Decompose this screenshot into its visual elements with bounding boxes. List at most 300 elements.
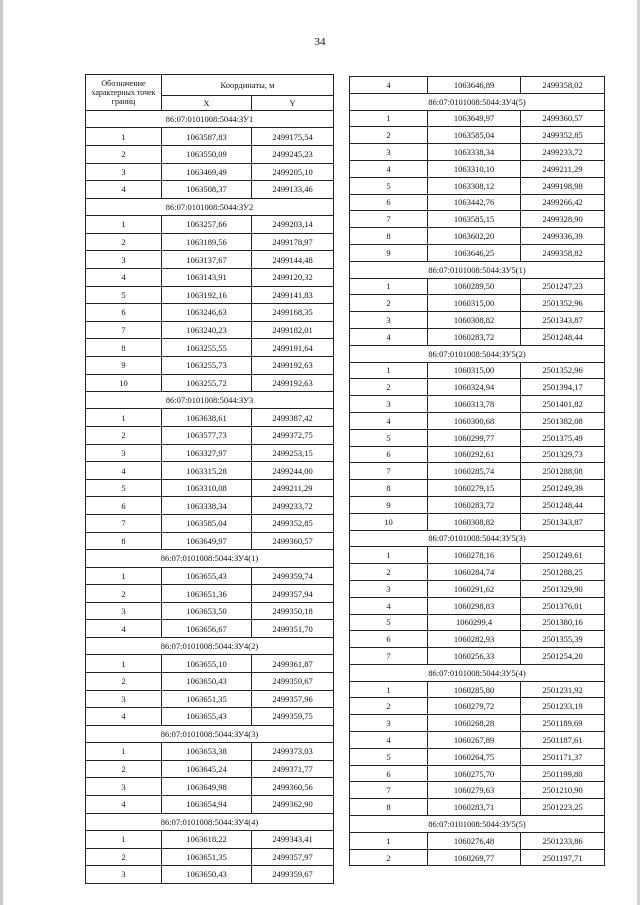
x-coordinate-cell: 1060278,16: [428, 547, 521, 564]
x-coordinate-cell: 1063315,28: [162, 462, 252, 480]
table-row: [350, 77, 605, 94]
table-row: [86, 479, 334, 497]
point-number-cell: 2: [350, 295, 428, 312]
x-coordinate-cell: 1060315,00: [428, 362, 521, 379]
x-coordinate-cell: 1060299,77: [428, 429, 521, 446]
point-number-cell: 7: [86, 321, 162, 339]
point-number-cell: 2: [350, 698, 428, 715]
y-coordinate-cell: 2501288,08: [521, 463, 605, 480]
point-number-cell: 7: [350, 211, 428, 228]
point-number-cell: 6: [350, 194, 428, 211]
point-number-cell: 8: [86, 532, 162, 550]
table-row: [86, 216, 334, 234]
table-row: [350, 564, 605, 581]
section-title: 86:07:0101008:5044:ЗУ4(1): [86, 550, 334, 567]
table-row: [350, 278, 605, 295]
y-coordinate-cell: 2501394,17: [521, 379, 605, 396]
y-coordinate-cell: 2499361,87: [252, 655, 334, 673]
section-title-row: [350, 530, 605, 547]
y-coordinate-cell: 2501254,20: [521, 648, 605, 665]
table-row: [86, 602, 334, 620]
y-coordinate-cell: 2499144,48: [252, 251, 334, 269]
point-number-cell: 3: [86, 690, 162, 708]
x-coordinate-cell: 1063645,24: [162, 760, 252, 778]
x-coordinate-cell: 1063585,04: [162, 515, 252, 533]
table-row: [350, 715, 605, 732]
table-header-row: [86, 75, 334, 96]
point-number-cell: 6: [350, 765, 428, 782]
table-row: [350, 547, 605, 564]
y-coordinate-cell: 2501343,87: [521, 513, 605, 530]
y-coordinate-cell: 2501352,96: [521, 295, 605, 312]
y-coordinate-cell: 2499357,94: [252, 585, 334, 603]
x-coordinate-cell: 1060285,80: [428, 681, 521, 698]
table-row: [350, 832, 605, 849]
point-number-cell: 2: [350, 379, 428, 396]
x-coordinate-cell: 1060283,71: [428, 799, 521, 816]
point-number-cell: 2: [86, 672, 162, 690]
y-coordinate-cell: 2501329,90: [521, 580, 605, 597]
section-title: 86:07:0101008:5044:ЗУ5(5): [350, 816, 605, 833]
point-number-cell: 8: [350, 799, 428, 816]
point-number-cell: 3: [86, 778, 162, 796]
x-coordinate-cell: 1063651,36: [162, 585, 252, 603]
point-number-cell: 4: [350, 732, 428, 749]
x-coordinate-cell: 1060279,72: [428, 698, 521, 715]
table-row: [86, 567, 334, 585]
y-coordinate-cell: 2499233,72: [252, 497, 334, 515]
table-row: [350, 496, 605, 513]
section-title-row: [350, 816, 605, 833]
x-coordinate-cell: 1060299,4: [428, 614, 521, 631]
x-coordinate-cell: 1060275,70: [428, 765, 521, 782]
point-number-cell: 5: [350, 614, 428, 631]
point-number-cell: 2: [350, 127, 428, 144]
y-coordinate-cell: 2499133,46: [252, 181, 334, 199]
point-number-cell: 3: [350, 396, 428, 413]
table-row: [86, 655, 334, 673]
table-row: [86, 339, 334, 357]
table-row: [350, 362, 605, 379]
x-coordinate-cell: 1063602,20: [428, 228, 521, 245]
table-row: [350, 748, 605, 765]
y-coordinate-cell: 2501376,01: [521, 597, 605, 614]
x-coordinate-cell: 1060292,61: [428, 446, 521, 463]
y-coordinate-cell: 2499373,03: [252, 743, 334, 761]
x-coordinate-cell: 1063650,43: [162, 672, 252, 690]
x-coordinate-cell: 1063577,73: [162, 427, 252, 445]
point-number-cell: 4: [86, 620, 162, 638]
point-number-cell: 9: [350, 244, 428, 261]
section-title: 86:07:0101008:5044:ЗУ3: [86, 392, 334, 409]
table-row: [350, 429, 605, 446]
point-number-cell: 9: [350, 496, 428, 513]
x-coordinate-cell: 1063646,25: [428, 244, 521, 261]
point-number-cell: 5: [86, 479, 162, 497]
y-coordinate-cell: 2499211,29: [252, 479, 334, 497]
y-coordinate-cell: 2501189,69: [521, 715, 605, 732]
section-title-row: [86, 550, 334, 567]
x-coordinate-cell: 1060268,28: [428, 715, 521, 732]
table-row: [350, 446, 605, 463]
y-coordinate-cell: 2501187,61: [521, 732, 605, 749]
table-row: [350, 211, 605, 228]
section-title-row: [350, 664, 605, 681]
x-coordinate-cell: 1063338,34: [428, 144, 521, 161]
section-title: 86:07:0101008:5044:ЗУ5(4): [350, 664, 605, 681]
x-coordinate-cell: 1060284,74: [428, 564, 521, 581]
y-coordinate-cell: 2499192,63: [252, 356, 334, 374]
y-coordinate-cell: 2499205,10: [252, 163, 334, 181]
y-coordinate-cell: 2499244,00: [252, 462, 334, 480]
x-coordinate-cell: 1063655,43: [162, 708, 252, 726]
table-row: [350, 597, 605, 614]
y-coordinate-cell: 2499245,23: [252, 145, 334, 163]
y-coordinate-cell: 2499358,02: [521, 77, 605, 94]
section-title: 86:07:0101008:5044:ЗУ5(3): [350, 530, 605, 547]
x-coordinate-cell: 1063585,15: [428, 211, 521, 228]
x-coordinate-cell: 1060308,82: [428, 513, 521, 530]
table-row: [350, 849, 605, 866]
table-row: [350, 463, 605, 480]
point-number-cell: 1: [86, 743, 162, 761]
x-coordinate-cell: 1063654,94: [162, 795, 252, 813]
table-row: [86, 145, 334, 163]
x-coordinate-cell: 1063587,83: [162, 128, 252, 146]
x-coordinate-cell: 1063656,67: [162, 620, 252, 638]
table-row: [86, 795, 334, 813]
y-coordinate-cell: 2501355,39: [521, 631, 605, 648]
table-row: [350, 295, 605, 312]
section-title: 86:07:0101008:5044:ЗУ5(2): [350, 345, 605, 362]
table-row: [350, 194, 605, 211]
x-coordinate-cell: 1060269,77: [428, 849, 521, 866]
point-number-cell: 4: [350, 77, 428, 94]
x-coordinate-cell: 1063649,97: [162, 532, 252, 550]
x-coordinate-cell: 1063327,97: [162, 444, 252, 462]
x-coordinate-cell: 1060264,75: [428, 748, 521, 765]
point-number-cell: 4: [86, 268, 162, 286]
point-number-cell: 3: [350, 144, 428, 161]
table-row: [86, 409, 334, 427]
y-coordinate-cell: 2499253,15: [252, 444, 334, 462]
point-number-cell: 1: [350, 278, 428, 295]
y-coordinate-cell: 2501352,96: [521, 362, 605, 379]
y-coordinate-cell: 2499351,70: [252, 620, 334, 638]
table-row: [86, 515, 334, 533]
point-number-cell: 7: [350, 463, 428, 480]
point-number-cell: 1: [350, 362, 428, 379]
y-coordinate-cell: 2501329,73: [521, 446, 605, 463]
section-title: 86:07:0101008:5044:ЗУ4(3): [86, 725, 334, 742]
x-coordinate-cell: 1063308,12: [428, 177, 521, 194]
y-coordinate-cell: 2499359,67: [252, 866, 334, 884]
x-coordinate-cell: 1063655,43: [162, 567, 252, 585]
y-coordinate-cell: 2501233,86: [521, 832, 605, 849]
y-coordinate-cell: 2499175,54: [252, 128, 334, 146]
point-label-header: Обозначение характерных точек границ: [86, 75, 162, 111]
y-coordinate-cell: 2501288,25: [521, 564, 605, 581]
point-number-cell: 1: [350, 832, 428, 849]
point-number-cell: 1: [350, 681, 428, 698]
section-title-row: [350, 345, 605, 362]
point-number-cell: 4: [350, 597, 428, 614]
section-title-row: [350, 93, 605, 110]
table-row: [86, 374, 334, 392]
y-coordinate-cell: 2499233,72: [521, 144, 605, 161]
table-row: [350, 580, 605, 597]
point-number-cell: 4: [86, 181, 162, 199]
table-row: [350, 480, 605, 497]
x-coordinate-cell: 1063651,35: [162, 690, 252, 708]
y-coordinate-cell: 2501249,39: [521, 480, 605, 497]
point-number-cell: 9: [86, 356, 162, 374]
y-coordinate-cell: 2499359,74: [252, 567, 334, 585]
section-title-row: [350, 261, 605, 278]
table-row: [86, 848, 334, 866]
x-coordinate-cell: 1063508,37: [162, 181, 252, 199]
y-coordinate-cell: 2501233,19: [521, 698, 605, 715]
x-coordinate-cell: 1060256,33: [428, 648, 521, 665]
table-row: [86, 708, 334, 726]
point-number-cell: 8: [350, 480, 428, 497]
x-coordinate-cell: 1060313,78: [428, 396, 521, 413]
x-coordinate-cell: 1060283,72: [428, 328, 521, 345]
point-number-cell: 3: [86, 251, 162, 269]
x-header: X: [162, 96, 252, 111]
section-title-row: [86, 392, 334, 409]
table-row: [86, 304, 334, 322]
y-coordinate-cell: 2501210,90: [521, 782, 605, 799]
point-number-cell: 2: [86, 760, 162, 778]
table-row: [350, 782, 605, 799]
x-coordinate-cell: 1063257,66: [162, 216, 252, 234]
section-title-row: [86, 198, 334, 215]
table-row: [350, 396, 605, 413]
table-row: [86, 620, 334, 638]
y-coordinate-cell: 2499360,56: [252, 778, 334, 796]
point-number-cell: 2: [86, 145, 162, 163]
x-coordinate-cell: 1063137,67: [162, 251, 252, 269]
y-coordinate-cell: 2499211,29: [521, 160, 605, 177]
table-row: [86, 866, 334, 884]
section-title: 86:07:0101008:5044:ЗУ2: [86, 198, 334, 215]
x-coordinate-cell: 1060289,50: [428, 278, 521, 295]
point-number-cell: 3: [350, 715, 428, 732]
coordinates-table-left: [85, 74, 334, 884]
table-row: [350, 379, 605, 396]
table-row: [86, 743, 334, 761]
scan-edge-left: [0, 0, 3, 905]
y-coordinate-cell: 2499141,83: [252, 286, 334, 304]
x-coordinate-cell: 1060308,82: [428, 312, 521, 329]
y-coordinate-cell: 2499357,96: [252, 690, 334, 708]
table-row: [350, 799, 605, 816]
table-row: [350, 127, 605, 144]
y-coordinate-cell: 2501248,44: [521, 496, 605, 513]
table-row: [86, 268, 334, 286]
point-number-cell: 2: [86, 848, 162, 866]
x-coordinate-cell: 1063638,61: [162, 409, 252, 427]
y-coordinate-cell: 2501248,44: [521, 328, 605, 345]
table-row: [86, 497, 334, 515]
table-row: [86, 532, 334, 550]
x-coordinate-cell: 1060279,15: [428, 480, 521, 497]
table-row: [86, 672, 334, 690]
x-coordinate-cell: 1060298,83: [428, 597, 521, 614]
x-coordinate-cell: 1063653,38: [162, 743, 252, 761]
y-coordinate-cell: 2501171,37: [521, 748, 605, 765]
section-title: 86:07:0101008:5044:ЗУ5(1): [350, 261, 605, 278]
x-coordinate-cell: 1063255,72: [162, 374, 252, 392]
point-number-cell: 7: [350, 648, 428, 665]
point-number-cell: 3: [350, 580, 428, 597]
table-row: [86, 233, 334, 251]
y-coordinate-cell: 2499182,01: [252, 321, 334, 339]
point-number-cell: 10: [86, 374, 162, 392]
x-coordinate-cell: 1060276,48: [428, 832, 521, 849]
table-row: [86, 462, 334, 480]
point-number-cell: 3: [86, 602, 162, 620]
x-coordinate-cell: 1063192,16: [162, 286, 252, 304]
point-number-cell: 1: [86, 216, 162, 234]
point-number-cell: 4: [350, 328, 428, 345]
section-title: 86:07:0101008:5044:ЗУ4(2): [86, 638, 334, 655]
point-number-cell: 1: [86, 830, 162, 848]
y-coordinate-cell: 2499359,67: [252, 672, 334, 690]
x-coordinate-cell: 1063255,73: [162, 356, 252, 374]
x-coordinate-cell: 1063246,63: [162, 304, 252, 322]
point-number-cell: 3: [350, 312, 428, 329]
y-coordinate-cell: 2499192,63: [252, 374, 334, 392]
point-number-cell: 5: [350, 748, 428, 765]
point-number-cell: 4: [86, 462, 162, 480]
y-coordinate-cell: 2499178,97: [252, 233, 334, 251]
y-coordinate-cell: 2501247,23: [521, 278, 605, 295]
y-coordinate-cell: 2499358,82: [521, 244, 605, 261]
y-coordinate-cell: 2501199,80: [521, 765, 605, 782]
y-coordinate-cell: 2499191,64: [252, 339, 334, 357]
point-number-cell: 1: [350, 547, 428, 564]
table-row: [86, 286, 334, 304]
x-coordinate-cell: 1063442,76: [428, 194, 521, 211]
table-row: [86, 760, 334, 778]
section-title: 86:07:0101008:5044:ЗУ4(5): [350, 93, 605, 110]
y-coordinate-cell: 2499387,42: [252, 409, 334, 427]
x-coordinate-cell: 1063653,50: [162, 602, 252, 620]
y-coordinate-cell: 2501197,71: [521, 849, 605, 866]
y-coordinate-cell: 2499352,85: [252, 515, 334, 533]
section-title-row: [86, 111, 334, 128]
table-row: [350, 244, 605, 261]
x-coordinate-cell: 1063651,35: [162, 848, 252, 866]
coordinates-table-right: [349, 76, 605, 866]
y-coordinate-cell: 2501375,49: [521, 429, 605, 446]
table-row: [86, 830, 334, 848]
point-number-cell: 1: [86, 128, 162, 146]
x-coordinate-cell: 1063469,49: [162, 163, 252, 181]
coordinates-header: Координаты, м: [162, 75, 334, 96]
point-number-cell: 3: [86, 163, 162, 181]
point-number-cell: 4: [86, 795, 162, 813]
point-number-cell: 1: [350, 110, 428, 127]
x-coordinate-cell: 1063143,91: [162, 268, 252, 286]
x-coordinate-cell: 1063310,08: [162, 479, 252, 497]
point-number-cell: 8: [350, 228, 428, 245]
y-header: Y: [252, 96, 334, 111]
point-number-cell: 6: [86, 304, 162, 322]
point-number-cell: 5: [350, 177, 428, 194]
x-coordinate-cell: 1063618,22: [162, 830, 252, 848]
x-coordinate-cell: 1063550,09: [162, 145, 252, 163]
table-row: [350, 614, 605, 631]
x-coordinate-cell: 1063255,55: [162, 339, 252, 357]
table-row: [86, 444, 334, 462]
point-number-cell: 2: [86, 427, 162, 445]
x-coordinate-cell: 1060291,62: [428, 580, 521, 597]
table-row: [350, 681, 605, 698]
point-number-cell: 10: [350, 513, 428, 530]
y-coordinate-cell: 2499360,57: [521, 110, 605, 127]
section-title-row: [86, 813, 334, 830]
point-number-cell: 8: [86, 339, 162, 357]
x-coordinate-cell: 1060282,93: [428, 631, 521, 648]
x-coordinate-cell: 1063585,04: [428, 127, 521, 144]
x-coordinate-cell: 1063189,56: [162, 233, 252, 251]
point-number-cell: 1: [86, 655, 162, 673]
y-coordinate-cell: 2499360,57: [252, 532, 334, 550]
y-coordinate-cell: 2499203,14: [252, 216, 334, 234]
point-number-cell: 4: [350, 160, 428, 177]
x-coordinate-cell: 1060267,89: [428, 732, 521, 749]
table-row: [350, 412, 605, 429]
table-row: [86, 128, 334, 146]
table-row: [86, 356, 334, 374]
point-number-cell: 5: [350, 429, 428, 446]
y-coordinate-cell: 2499120,32: [252, 268, 334, 286]
point-number-cell: 3: [86, 866, 162, 884]
y-coordinate-cell: 2499336,39: [521, 228, 605, 245]
y-coordinate-cell: 2501249,61: [521, 547, 605, 564]
y-coordinate-cell: 2499371,77: [252, 760, 334, 778]
x-coordinate-cell: 1063649,98: [162, 778, 252, 796]
y-coordinate-cell: 2499328,90: [521, 211, 605, 228]
x-coordinate-cell: 1060279,63: [428, 782, 521, 799]
x-coordinate-cell: 1063240,23: [162, 321, 252, 339]
point-number-cell: 6: [350, 631, 428, 648]
table-row: [350, 177, 605, 194]
section-title: 86:07:0101008:5044:ЗУ1: [86, 111, 334, 128]
x-coordinate-cell: 1063338,34: [162, 497, 252, 515]
y-coordinate-cell: 2501231,92: [521, 681, 605, 698]
table-row: [86, 181, 334, 199]
point-number-cell: 3: [86, 444, 162, 462]
table-row: [350, 698, 605, 715]
point-number-cell: 1: [86, 409, 162, 427]
point-number-cell: 7: [86, 515, 162, 533]
y-coordinate-cell: 2499266,42: [521, 194, 605, 211]
y-coordinate-cell: 2499362,90: [252, 795, 334, 813]
x-coordinate-cell: 1060300,68: [428, 412, 521, 429]
x-coordinate-cell: 1063649,97: [428, 110, 521, 127]
x-coordinate-cell: 1060315,00: [428, 295, 521, 312]
point-number-cell: 2: [350, 564, 428, 581]
y-coordinate-cell: 2501223,25: [521, 799, 605, 816]
point-number-cell: 5: [86, 286, 162, 304]
table-row: [350, 631, 605, 648]
table-row: [86, 778, 334, 796]
page-number: 34: [314, 36, 326, 48]
